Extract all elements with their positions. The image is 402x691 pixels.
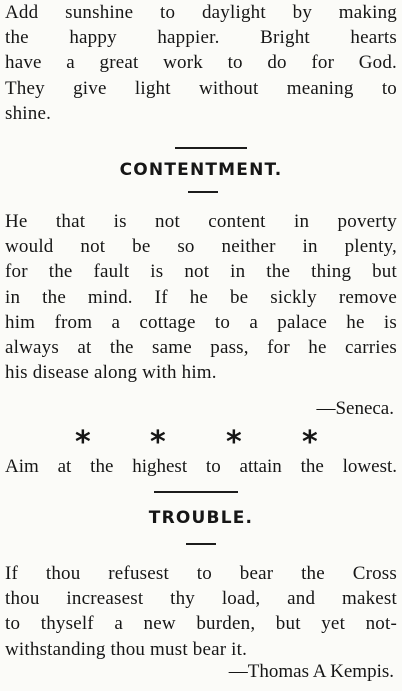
trouble-attribution: —Thomas A Kempis.: [228, 661, 394, 682]
trouble-paragraph: [5, 561, 397, 662]
contentment-line: in the mind. If he be sickly remove: [5, 286, 397, 308]
intro-line: Add sunshine to daylight by making: [5, 2, 397, 23]
section-divider: [175, 147, 247, 149]
trouble-line: withstanding thou must bear it.: [5, 638, 248, 660]
intro-line: shine.: [5, 102, 52, 124]
contentment-heading: CONTENTMENT.: [119, 160, 283, 180]
asterisk-icon: *: [302, 425, 318, 460]
intro-paragraph: [5, 0, 397, 126]
heading-underline: [188, 191, 218, 193]
trouble-line: thou increasest thy load, and makest: [5, 588, 397, 610]
maxim-line: Aim at the highest to attain the lowest.: [5, 456, 397, 477]
trouble-line: to thyself a new burden, but yet not-: [5, 613, 397, 635]
asterisk-icon: *: [226, 425, 242, 460]
trouble-heading: TROUBLE.: [148, 508, 254, 528]
contentment-attribution: —Seneca.: [316, 398, 394, 419]
contentment-line: would not be so neither in plenty,: [5, 236, 397, 258]
contentment-line: always at the same pass, for he carries: [5, 337, 397, 359]
contentment-line: for the fault is not in the thing but: [5, 261, 397, 283]
contentment-line: his disease along with him.: [5, 362, 217, 384]
intro-line: have a great work to do for God.: [5, 52, 397, 74]
intro-line: the happy happier. Bright hearts: [5, 27, 397, 49]
asterisk-icon: *: [75, 425, 91, 460]
asterisk-icon: *: [150, 425, 166, 460]
heading-underline: [186, 543, 216, 545]
intro-line: They give light without meaning to: [5, 77, 397, 99]
contentment-paragraph: [5, 209, 397, 385]
contentment-line: him from a cottage to a palace he is: [5, 311, 397, 333]
trouble-line: If thou refusest to bear the Cross: [5, 563, 397, 584]
contentment-line: He that is not content in poverty: [5, 211, 397, 232]
section-divider: [154, 491, 238, 493]
